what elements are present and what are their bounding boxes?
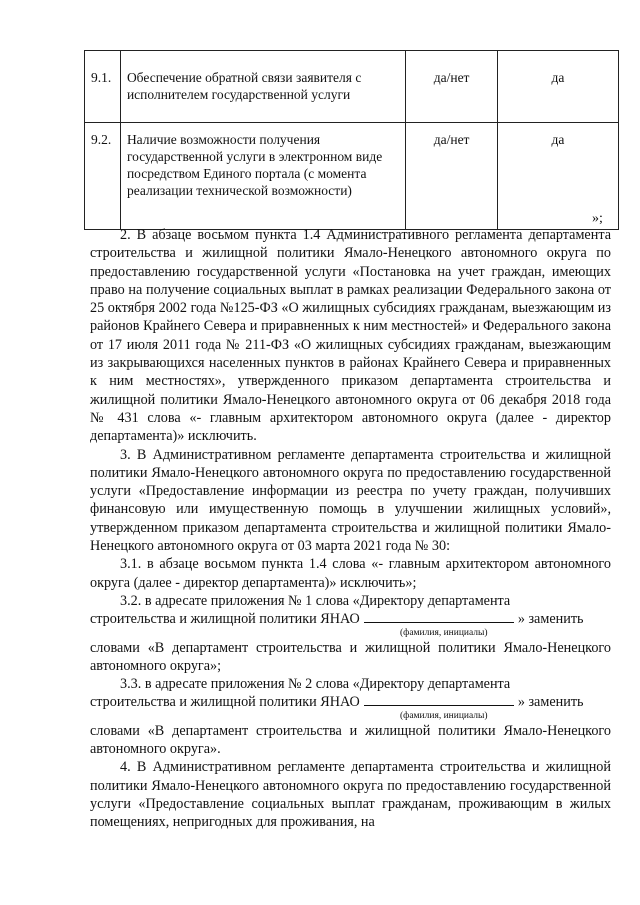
paragraph-3-2-text: строительства и жилищной политики ЯНАО bbox=[90, 611, 360, 628]
paragraph-3-2-line1: 3.2. в адресате приложения № 1 слова «Директору департамента bbox=[120, 592, 511, 609]
paragraph-3-2-replace: » заменить bbox=[517, 611, 584, 628]
unit-of-measure: да/нет bbox=[406, 123, 498, 230]
paragraph-3: 3. В Административном регламенте департамента строительства и жилищной политики Ямало-Ненецкого автономного округа по предоставлению государственной услуги «Предоставление информации из реестра по учету граждан, получивших финансовую или имущественную помощь в улучшении жилищных условий», утвержденном приказом департамента строительства и жилищной политики Ямало-Ненецкого автономного округа от 03 марта 2021 года № 30: bbox=[90, 446, 611, 555]
closing-quote: »; bbox=[592, 211, 603, 226]
paragraph-4: 4. В Административном регламенте департамента строительства и жилищной политики Ямало-Ненецкого автономного округа по предоставлению государственной услуги «Предоставление социальных выплат гражданам, проживающим в жилых помещениях, непригодных для проживания, на bbox=[90, 759, 611, 831]
indicator-name: Обеспечение обратной связи заявителя с исполнителем государственной услуги bbox=[120, 51, 405, 123]
blank-line bbox=[364, 610, 514, 623]
paragraph-3-2-line3: словами «В департамент строительства и жилищной политики Ямало-Ненецкого автономного округа»; bbox=[90, 639, 611, 674]
paragraph-3-3-text: строительства и жилищной политики ЯНАО bbox=[90, 694, 360, 711]
paragraph-3-1: 3.1. в абзаце восьмом пункта 1.4 слова «- главным архитектором автономного округа (далее - директор департамента)» исключить»; bbox=[90, 556, 611, 591]
table-row bbox=[85, 51, 619, 123]
paragraph-3-3-replace: » заменить bbox=[517, 694, 584, 711]
paragraph-3-3-line1: 3.3. в адресате приложения № 2 слова «Директору департамента bbox=[120, 676, 511, 693]
blank-caption: (фамилия, инициалы) bbox=[400, 627, 488, 638]
unit-of-measure: да/нет bbox=[406, 51, 498, 123]
indicators-table bbox=[84, 50, 619, 230]
indicator-value: да bbox=[497, 51, 618, 123]
paragraph-2: 2. В абзаце восьмом пункта 1.4 Административного регламента департамента строительства и жилищной политики Ямало-Ненецкого автономного округа по предоставлению государственной услуги «Постановка на учет граждан, имеющих право на получение социальных выплат в рамках реализации Федерального закона от 25 октября 2002 года №125-ФЗ «О жилищных субсидиях гражданам, выезжающим из районов Крайнего Севера и приравненных к ним местностей» и Федерального закона от 17 июля 2011 года № 211-ФЗ «О жилищных субсидиях гражданам, выезжающим из закрывающихся населенных пунктов в районах Крайнего Севера и приравненных к ним местностях», утвержденного приказом департамента строительства и жилищной политики Ямало-Ненецкого автономного округа от 06 декабря 2018 года № 431 слова «- главным архитектором автономного округа (далее - директор департамента)» исключить. bbox=[90, 227, 611, 445]
blank-caption: (фамилия, инициалы) bbox=[400, 710, 488, 721]
paragraph-3-2-line2 bbox=[90, 610, 611, 628]
indicator-value: да bbox=[497, 123, 618, 230]
indicator-name: Наличие возможности получения государственной услуги в электронном виде посредством Единого портала (с момента реализации технической возможности) bbox=[120, 123, 405, 230]
paragraph-3-3-line3: словами «В департамент строительства и жилищной политики Ямало-Ненецкого автономного округа». bbox=[90, 722, 611, 758]
document-body bbox=[90, 226, 611, 832]
row-number: 9.2. bbox=[85, 123, 121, 230]
blank-line bbox=[364, 693, 514, 706]
paragraph-3-3-line2 bbox=[90, 693, 611, 711]
table-row bbox=[85, 123, 619, 230]
row-number: 9.1. bbox=[85, 51, 121, 123]
